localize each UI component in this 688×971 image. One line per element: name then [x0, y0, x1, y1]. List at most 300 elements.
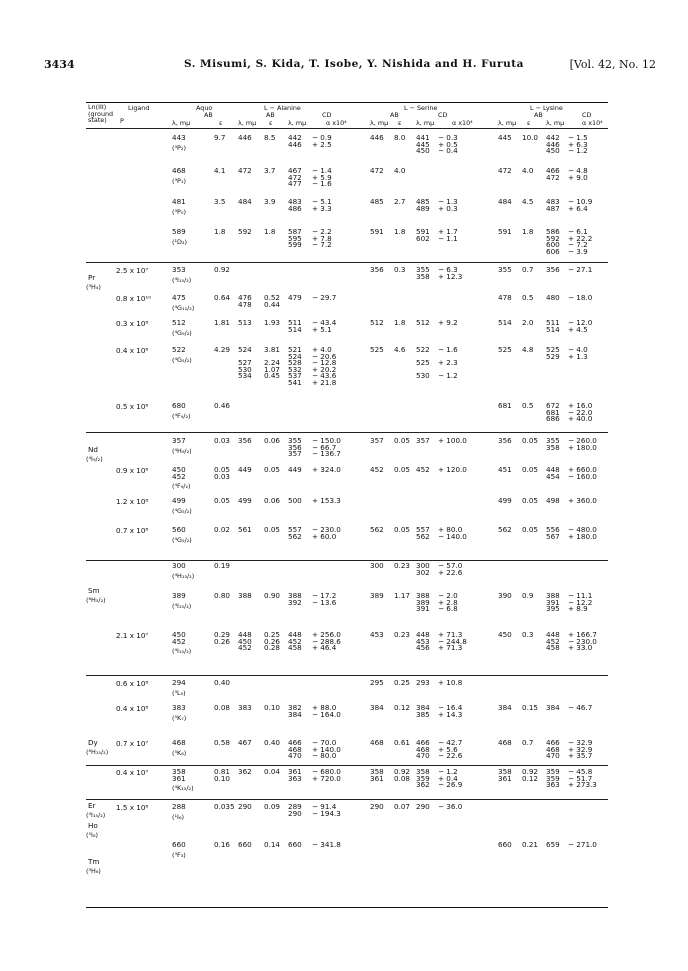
aquo-eps: 0.58: [214, 738, 231, 747]
ligand-p-value: 0.4 x 10⁷: [116, 768, 149, 777]
ser-ab-eps: 0.3: [394, 265, 406, 274]
group-rule: [86, 560, 608, 561]
aquo-term: (⁴K₁₅/₂): [172, 784, 194, 793]
ala-cd-lambda: 289 290: [288, 802, 302, 818]
lys-cd-alpha: − 18.0: [568, 293, 593, 302]
aquo-lambda: 357: [172, 436, 186, 445]
ser-cd-alpha: − 1.3 + 0.3: [438, 197, 458, 213]
subheader-label: λ, mμ: [238, 119, 257, 127]
ser-ab-lambda: 591: [370, 227, 384, 236]
aquo-term: (³F₃): [172, 850, 186, 859]
lys-ab-lambda: 525: [498, 345, 512, 354]
element-symbol: Dy: [88, 738, 98, 747]
lys-cd-lambda: 448 454: [546, 465, 560, 481]
aquo-lambda: 294: [172, 678, 186, 687]
element-term: (⁴I₉/₂): [86, 455, 103, 463]
ser-ab-lambda: 384: [370, 703, 384, 712]
ala-ab-eps: 0.06: [264, 496, 281, 505]
ala-ab-lambda: 356: [238, 436, 252, 445]
subheader-label: λ, mμ: [370, 119, 389, 127]
header-lysine: L − Lysine: [530, 104, 563, 112]
data-table: [86, 102, 608, 908]
ala-ab-lambda: 476 478: [238, 293, 252, 309]
aquo-lambda: 389: [172, 591, 186, 600]
ser-ab-eps: 0.05: [394, 525, 411, 534]
lys-ab-lambda: 355: [498, 265, 512, 274]
lys-ab-eps: 0.5: [522, 401, 534, 410]
group-rule: [86, 675, 608, 676]
lys-ab-eps: 0.05: [522, 525, 539, 534]
ala-ab-lambda: 467: [238, 738, 252, 747]
subheader-label: α x10⁴: [326, 119, 347, 127]
ser-ab-lambda: 452: [370, 465, 384, 474]
ser-cd-alpha: + 80.0 − 140.0: [438, 525, 467, 541]
ser-ab-eps: 0.92 0.08: [394, 767, 411, 783]
aquo-term: (¹I₆): [172, 812, 184, 821]
lys-cd-lambda: 442 446 450: [546, 133, 560, 156]
ligand-p-value: 1.5 x 10⁸: [116, 803, 149, 812]
aquo-eps: 0.40: [214, 678, 231, 687]
subheader-label: ε: [269, 119, 273, 127]
ser-cd-alpha: − 6.3 + 12.3: [438, 265, 463, 281]
ala-ab-lambda: 362: [238, 767, 252, 776]
element-term: (⁶H₁₅/₂): [86, 748, 109, 756]
ser-ab-lambda: 453: [370, 630, 384, 639]
ser-cd-alpha: + 71.3 − 244.8 + 71.3: [438, 630, 467, 653]
group-rule: [86, 799, 608, 800]
lys-cd-alpha: − 32.9 + 32.9 + 35.7: [568, 738, 593, 761]
ala-cd-lambda: 483 486: [288, 197, 302, 213]
subheader-label: λ, mμ: [416, 119, 435, 127]
aquo-eps: 0.035: [214, 802, 235, 811]
lys-cd-lambda: 466 468 470: [546, 738, 560, 761]
ser-ab-lambda: 446: [370, 133, 384, 142]
lys-cd-lambda: 466 472: [546, 166, 560, 182]
aquo-term: (¹D₂): [172, 237, 188, 246]
aquo-eps: 9.7: [214, 133, 226, 142]
lys-cd-alpha: − 271.0: [568, 840, 597, 849]
aquo-term: (⁴F₉/₂): [172, 411, 191, 420]
aquo-lambda: 358 361: [172, 767, 186, 783]
element-symbol: Tm: [88, 857, 100, 866]
header-ln: Ln(III) (ground state): [88, 103, 114, 125]
lys-cd-alpha: + 16.0 − 22.0 + 40.0: [568, 401, 593, 424]
aquo-eps: 1.81: [214, 318, 231, 327]
lys-ab-eps: 0.21: [522, 840, 539, 849]
ser-cd-lambda: 466 468 470: [416, 738, 430, 761]
aquo-lambda: 475: [172, 293, 186, 302]
lys-cd-alpha: + 660.0 − 160.0: [568, 465, 597, 481]
lys-cd-lambda: 355 358: [546, 436, 560, 452]
element-term: (⁶H₅/₂): [86, 596, 106, 604]
ala-cd-alpha: − 1.4 + 5.9 − 1.6: [312, 166, 332, 189]
ser-ab-eps: 0.05: [394, 436, 411, 445]
ser-ab-lambda: 472: [370, 166, 384, 175]
lys-ab-lambda: 451: [498, 465, 512, 474]
group-rule: [86, 765, 608, 766]
aquo-lambda: 481: [172, 197, 186, 206]
lys-cd-alpha: − 45.8 − 51.7 + 273.3: [568, 767, 597, 790]
lys-ab-eps: 0.15: [522, 703, 539, 712]
aquo-term: (⁴G₅/₂): [172, 355, 192, 364]
header-ser-cd: CD: [438, 111, 448, 119]
element-term: (⁴I₁₅/₂): [86, 811, 106, 819]
subheader-label: α x10⁴: [582, 119, 603, 127]
ala-cd-alpha: − 2.2 + 7.8 − 7.2: [312, 227, 332, 250]
element-symbol: Sm: [88, 586, 100, 595]
aquo-eps: 0.29 0.26: [214, 630, 231, 646]
lys-cd-alpha: − 46.7: [568, 703, 593, 712]
aquo-lambda: 450 452: [172, 465, 186, 481]
ligand-p-value: 2.1 x 10⁷: [116, 631, 149, 640]
ligand-p-value: 2.5 x 10⁷: [116, 266, 149, 275]
ala-cd-lambda: 466 468 470: [288, 738, 302, 761]
ser-ab-lambda: 357: [370, 436, 384, 445]
ala-ab-eps: 1.93: [264, 318, 281, 327]
aquo-eps: 0.19: [214, 561, 231, 570]
lys-cd-alpha: − 27.1: [568, 265, 593, 274]
ser-cd-alpha: − 16.4 + 14.3: [438, 703, 463, 719]
aquo-eps: 0.80: [214, 591, 231, 600]
ser-cd-alpha: + 1.7 − 1.1: [438, 227, 458, 243]
header-serine: L − Serine: [404, 104, 438, 112]
aquo-term: (⁵K₇): [172, 713, 187, 722]
header-alanine: L − Alanine: [264, 104, 301, 112]
subheader-label: λ, mμ: [172, 119, 191, 127]
subheader-label: α x10⁴: [452, 119, 473, 127]
ser-ab-eps: 0.23: [394, 561, 411, 570]
subheader-label: λ, mμ: [546, 119, 565, 127]
element-term: (⁵I₈): [86, 831, 98, 839]
ser-cd-alpha: + 120.0: [438, 465, 467, 474]
lys-ab-lambda: 660: [498, 840, 512, 849]
ala-cd-alpha: + 4.0 − 20.6 − 12.8 + 20.2 − 43.6 + 21.8: [312, 345, 337, 387]
lys-ab-eps: 4.8: [522, 345, 534, 354]
ser-cd-lambda: 485 489: [416, 197, 430, 213]
ala-ab-eps: 3.81 2.24 1.07 0.45: [264, 345, 281, 381]
lys-cd-lambda: 388 391 395: [546, 591, 560, 614]
ala-cd-alpha: − 17.2 − 13.6: [312, 591, 337, 607]
lys-ab-lambda: 562: [498, 525, 512, 534]
lys-cd-lambda: 483 487: [546, 197, 560, 213]
aquo-lambda: 383: [172, 703, 186, 712]
ala-cd-lambda: 382 384: [288, 703, 302, 719]
lys-cd-lambda: 356: [546, 265, 560, 274]
aquo-lambda: 450 452: [172, 630, 186, 646]
ser-cd-lambda: 358 359 362: [416, 767, 430, 790]
aquo-eps: 0.02: [214, 525, 231, 534]
aquo-term: (³P₀): [172, 207, 186, 216]
ala-ab-eps: 0.06: [264, 436, 281, 445]
lys-cd-alpha: − 260.0 + 180.0: [568, 436, 597, 452]
lys-cd-lambda: 556 567: [546, 525, 560, 541]
element-symbol: Nd: [88, 445, 98, 454]
aquo-term: (⁴H₁₃/₂): [172, 571, 195, 580]
lys-ab-lambda: 445: [498, 133, 512, 142]
header-bottom-rule: [86, 128, 608, 129]
ser-ab-eps: 1.17: [394, 591, 411, 600]
ser-cd-lambda: 290: [416, 802, 430, 811]
header-ser-ab: AB: [390, 111, 399, 119]
ser-ab-eps: 2.7: [394, 197, 406, 206]
ala-cd-alpha: − 680.0 + 720.0: [312, 767, 341, 783]
ser-cd-alpha: − 57.0 + 22.6: [438, 561, 463, 577]
lys-cd-alpha: + 360.0: [568, 496, 597, 505]
lys-cd-alpha: − 12.0 + 4.5: [568, 318, 593, 334]
ala-ab-eps: 0.09: [264, 802, 281, 811]
lys-ab-lambda: 356: [498, 436, 512, 445]
lys-cd-lambda: 359 359 363: [546, 767, 560, 790]
ala-cd-lambda: 448 452 458: [288, 630, 302, 653]
ser-cd-alpha: + 10.8: [438, 678, 463, 687]
ala-ab-lambda: 383: [238, 703, 252, 712]
aquo-eps: 0.46: [214, 401, 231, 410]
lys-ab-lambda: 450: [498, 630, 512, 639]
ser-ab-lambda: 389: [370, 591, 384, 600]
ser-ab-lambda: 295: [370, 678, 384, 687]
ser-ab-lambda: 525: [370, 345, 384, 354]
ala-cd-alpha: + 88.0 − 164.0: [312, 703, 341, 719]
aquo-lambda: 522: [172, 345, 186, 354]
table-top-rule: [86, 102, 608, 103]
aquo-lambda: 468: [172, 166, 186, 175]
lys-ab-eps: 0.7: [522, 265, 534, 274]
ala-cd-lambda: 587 595 599: [288, 227, 302, 250]
aquo-term: (⁴I₁₅/₂): [172, 275, 192, 284]
aquo-lambda: 288: [172, 802, 186, 811]
ala-cd-lambda: 388 392: [288, 591, 302, 607]
lys-cd-alpha: − 11.1 − 12.2 + 8.9: [568, 591, 593, 614]
ligand-p-value: 0.4 x 10⁸: [116, 346, 149, 355]
ala-cd-lambda: 361 363: [288, 767, 302, 783]
aquo-eps: 0.81 0.10: [214, 767, 231, 783]
element-symbol: Ho: [88, 821, 98, 830]
ala-ab-lambda: 388: [238, 591, 252, 600]
ala-ab-lambda: 446: [238, 133, 252, 142]
page-header: [44, 58, 656, 74]
aquo-eps: 0.64: [214, 293, 231, 302]
lys-ab-lambda: 478: [498, 293, 512, 302]
lys-cd-lambda: 511 514: [546, 318, 560, 334]
aquo-eps: 4.29: [214, 345, 231, 354]
lys-ab-eps: 2.0: [522, 318, 534, 327]
ser-cd-alpha: − 36.0: [438, 802, 463, 811]
ala-ab-eps: 0.05: [264, 525, 281, 534]
ligand-p-value: 0.9 x 10⁸: [116, 466, 149, 475]
ala-cd-lambda: 511 514: [288, 318, 302, 334]
ser-cd-alpha: − 42.7 + 5.6 − 22.6: [438, 738, 463, 761]
aquo-term: (⁴G₉/₂): [172, 328, 192, 337]
ala-ab-lambda: 561: [238, 525, 252, 534]
ligand-p-value: 0.5 x 10⁸: [116, 402, 149, 411]
aquo-eps: 0.92: [214, 265, 231, 274]
ala-ab-eps: 1.8: [264, 227, 276, 236]
ser-cd-lambda: 300 302: [416, 561, 430, 577]
aquo-term: (⁴G₅/₂): [172, 535, 192, 544]
aquo-eps: 0.03: [214, 436, 231, 445]
group-rule: [86, 432, 608, 433]
aquo-lambda: 300: [172, 561, 186, 570]
aquo-lambda: 353: [172, 265, 186, 274]
lys-ab-eps: 1.8: [522, 227, 534, 236]
aquo-eps: 0.08: [214, 703, 231, 712]
lys-cd-lambda: 498: [546, 496, 560, 505]
ala-cd-alpha: − 0.9 + 2.5: [312, 133, 332, 149]
aquo-lambda: 512: [172, 318, 186, 327]
ser-cd-alpha: + 100.0: [438, 436, 467, 445]
lys-cd-alpha: − 480.0 + 180.0: [568, 525, 597, 541]
ser-cd-alpha: + 9.2: [438, 318, 458, 327]
ligand-p-value: 0.3 x 10⁸: [116, 319, 149, 328]
aquo-eps: 3.5: [214, 197, 226, 206]
ala-cd-alpha: − 29.7: [312, 293, 337, 302]
ala-cd-lambda: 557 562: [288, 525, 302, 541]
ala-ab-eps: 0.90: [264, 591, 281, 600]
lys-cd-alpha: − 4.0 + 1.3: [568, 345, 588, 361]
ala-ab-eps: 0.05: [264, 465, 281, 474]
lys-cd-lambda: 525 529: [546, 345, 560, 361]
ala-cd-lambda: 449: [288, 465, 302, 474]
lys-ab-lambda: 390: [498, 591, 512, 600]
ser-ab-eps: 0.23: [394, 630, 411, 639]
subheader-label: λ, mμ: [288, 119, 307, 127]
lys-cd-lambda: 586 592 600 606: [546, 227, 560, 256]
header-lys-ab: AB: [534, 111, 543, 119]
ser-ab-eps: 8.0: [394, 133, 406, 142]
ala-cd-lambda: 500: [288, 496, 302, 505]
aquo-lambda: 660: [172, 840, 186, 849]
aquo-lambda: 499: [172, 496, 186, 505]
lys-ab-lambda: 468: [498, 738, 512, 747]
ser-ab-lambda: 358 361: [370, 767, 384, 783]
ala-ab-eps: 8.5: [264, 133, 276, 142]
ala-ab-lambda: 592: [238, 227, 252, 236]
subheader-label: ε: [398, 119, 402, 127]
ser-cd-lambda: 557 562: [416, 525, 430, 541]
lys-ab-lambda: 499: [498, 496, 512, 505]
ala-ab-lambda: 513: [238, 318, 252, 327]
subheader-label: ε: [527, 119, 531, 127]
aquo-eps: 0.05: [214, 496, 231, 505]
ser-ab-eps: 0.61: [394, 738, 411, 747]
lys-ab-eps: 0.7: [522, 738, 534, 747]
aquo-term: (⁴G₁₁/₂): [172, 303, 195, 312]
lys-ab-lambda: 591: [498, 227, 512, 236]
ala-ab-lambda: 472: [238, 166, 252, 175]
aquo-term: (⁴F₉/₂): [172, 482, 191, 491]
lys-cd-lambda: 480: [546, 293, 560, 302]
lys-ab-eps: 0.05: [522, 436, 539, 445]
lys-cd-lambda: 384: [546, 703, 560, 712]
ala-cd-lambda: 521 524 528 532 537 541: [288, 345, 302, 387]
aquo-eps: 4.1: [214, 166, 226, 175]
aquo-term: (⁵K₈): [172, 748, 187, 757]
aquo-term: (⁴G₅/₂): [172, 506, 192, 515]
ser-ab-lambda: 512: [370, 318, 384, 327]
lys-ab-eps: 0.05: [522, 465, 539, 474]
ser-cd-lambda: 591 602: [416, 227, 430, 243]
ser-ab-eps: 0.25: [394, 678, 411, 687]
ala-cd-alpha: − 43.4 + 5.1: [312, 318, 337, 334]
aquo-term: (³P₂): [172, 143, 186, 152]
element-symbol: Pr: [88, 273, 96, 282]
volume-info: [Vol. 42, No. 12: [569, 58, 656, 71]
element-symbol: Er: [88, 801, 96, 810]
ser-cd-lambda: 293: [416, 678, 430, 687]
lys-ab-eps: 0.05: [522, 496, 539, 505]
aquo-lambda: 680: [172, 401, 186, 410]
ser-cd-lambda: 441 445 450: [416, 133, 430, 156]
ala-cd-alpha: − 5.1 + 3.3: [312, 197, 332, 213]
page-number: 3434: [44, 58, 75, 71]
ala-ab-eps: 3.9: [264, 197, 276, 206]
ser-ab-eps: 4.0: [394, 166, 406, 175]
lys-ab-eps: 0.5: [522, 293, 534, 302]
ser-cd-alpha: − 1.6 + 2.3 − 1.2: [438, 345, 458, 381]
ala-ab-eps: 0.52 0.44: [264, 293, 281, 309]
aquo-lambda: 589: [172, 227, 186, 236]
element-term: (³H₄): [86, 283, 101, 291]
lys-cd-alpha: − 1.5 + 6.3 − 1.2: [568, 133, 588, 156]
ala-cd-lambda: 355 356 357: [288, 436, 302, 459]
header-aquo: Aquo: [196, 104, 213, 112]
ser-ab-eps: 0.07: [394, 802, 411, 811]
ala-ab-lambda: 524 527 530 534: [238, 345, 252, 381]
ser-cd-lambda: 355 358: [416, 265, 430, 281]
aquo-term: (³P₁): [172, 176, 186, 185]
ala-ab-eps: 0.14: [264, 840, 281, 849]
ala-cd-lambda: 442 446: [288, 133, 302, 149]
ligand-p-value: 0.6 x 10⁸: [116, 679, 149, 688]
ala-cd-alpha: − 341.8: [312, 840, 341, 849]
ser-ab-lambda: 562: [370, 525, 384, 534]
subheader-label: ε: [219, 119, 223, 127]
aquo-eps: 1.8: [214, 227, 226, 236]
header-aquo-ab: AB: [204, 111, 213, 119]
lys-ab-lambda: 358 361: [498, 767, 512, 783]
ala-ab-eps: 0.25 0.26 0.28: [264, 630, 281, 653]
lys-ab-lambda: 681: [498, 401, 512, 410]
aquo-lambda: 560: [172, 525, 186, 534]
ser-cd-lambda: 388 389 391: [416, 591, 430, 614]
running-authors: S. Misumi, S. Kida, T. Isobe, Y. Nishida and H. Furuta: [184, 58, 524, 70]
ala-ab-lambda: 484: [238, 197, 252, 206]
lys-cd-lambda: 448 452 458: [546, 630, 560, 653]
lys-ab-eps: 4.5: [522, 197, 534, 206]
ser-cd-alpha: − 2.0 + 2.8 − 6.8: [438, 591, 458, 614]
ser-cd-lambda: 512: [416, 318, 430, 327]
lys-ab-lambda: 484: [498, 197, 512, 206]
ala-ab-eps: 0.04: [264, 767, 281, 776]
lys-cd-alpha: + 166.7 − 230.0 + 33.0: [568, 630, 597, 653]
ser-ab-eps: 0.12: [394, 703, 411, 712]
ser-cd-lambda: 452: [416, 465, 430, 474]
lys-ab-lambda: 384: [498, 703, 512, 712]
ser-cd-alpha: − 1.2 + 0.4 − 26.9: [438, 767, 463, 790]
ser-ab-eps: 0.05: [394, 465, 411, 474]
lys-cd-alpha: − 6.1 + 22.2 − 7.2 − 3.9: [568, 227, 593, 256]
element-term: (³H₆): [86, 867, 101, 875]
ser-cd-lambda: 384 385: [416, 703, 430, 719]
ser-ab-eps: 1.8: [394, 318, 406, 327]
header-p: P: [120, 117, 124, 125]
ala-cd-alpha: + 153.3: [312, 496, 341, 505]
ser-cd-alpha: − 0.3 + 0.5 − 0.4: [438, 133, 458, 156]
lys-ab-eps: 10.0: [522, 133, 539, 142]
ser-cd-lambda: 522 525 530: [416, 345, 430, 381]
lys-cd-lambda: 659: [546, 840, 560, 849]
ligand-p-value: 0.7 x 10⁸: [116, 526, 149, 535]
